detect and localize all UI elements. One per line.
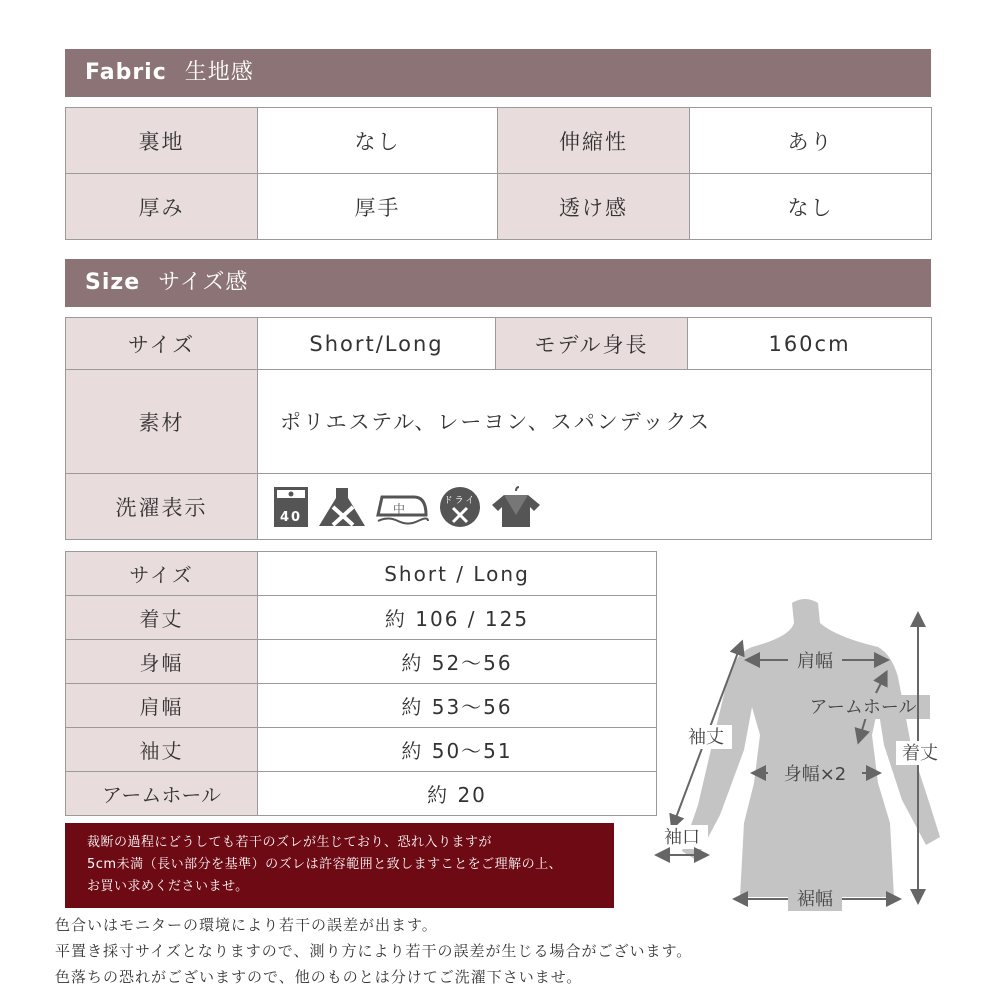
size-title-jp: サイズ感 bbox=[158, 270, 249, 295]
measurement-size-value: Short / Long bbox=[258, 552, 657, 596]
fabric-table bbox=[65, 107, 932, 240]
fabric-section-header bbox=[65, 49, 931, 97]
wash-icons-cell bbox=[258, 474, 932, 540]
cuff-diagram-label: 袖口 bbox=[664, 827, 700, 848]
shoulder-width-value: 約 53～56 bbox=[258, 684, 657, 728]
lining-label: 裏地 bbox=[66, 108, 258, 174]
fabric-row bbox=[66, 174, 932, 240]
fabric-row bbox=[66, 108, 932, 174]
wash-label: 洗濯表示 bbox=[66, 474, 258, 540]
armhole-diagram-label: アームホール bbox=[809, 697, 917, 718]
armhole-value: 約 20 bbox=[258, 772, 657, 816]
hem-diagram-label: 裾幅 bbox=[797, 889, 833, 910]
sheer-value: なし bbox=[690, 174, 932, 240]
body-width-value: 約 52～56 bbox=[258, 640, 657, 684]
table-row bbox=[66, 596, 657, 640]
material-label: 素材 bbox=[66, 370, 258, 474]
sheer-label: 透け感 bbox=[498, 174, 690, 240]
table-row bbox=[66, 728, 657, 772]
note-line: 色落ちの恐れがございますので、他のものとは分けてご洗濯下さいませ。 bbox=[55, 968, 583, 986]
width-diagram-label: 身幅×2 bbox=[783, 764, 847, 785]
note-line: 平置き採寸サイズとなりますので、測り方により若干の誤差が生じる場合がございます。 bbox=[55, 942, 693, 960]
lining-value: なし bbox=[258, 108, 498, 174]
fabric-title-jp: 生地感 bbox=[184, 60, 254, 85]
garment-diagram bbox=[640, 585, 980, 915]
shoulder-width-label: 肩幅 bbox=[66, 684, 258, 728]
dry-text: ドライ bbox=[443, 495, 477, 506]
table-row bbox=[66, 640, 657, 684]
thickness-value: 厚手 bbox=[258, 174, 498, 240]
size-info-table bbox=[65, 317, 932, 540]
stretch-label: 伸縮性 bbox=[498, 108, 690, 174]
size-title-en: Size bbox=[85, 270, 141, 295]
notice-line: 裁断の過程にどうしても若干のズレが生じており、恐れ入りますが bbox=[87, 835, 493, 850]
length-value: 約 106 / 125 bbox=[258, 596, 657, 640]
material-value: ポリエステル、レーヨン、スパンデックス bbox=[258, 370, 932, 474]
table-row bbox=[66, 772, 657, 816]
table-row bbox=[66, 684, 657, 728]
iron-medium-icon bbox=[374, 485, 430, 529]
wash-40-icon bbox=[272, 485, 310, 529]
measurement-header-row bbox=[66, 552, 657, 596]
measurement-table bbox=[65, 551, 657, 816]
wash-temp-text: 40 bbox=[279, 509, 303, 525]
wash-row bbox=[66, 474, 932, 540]
sleeve-length-value: 約 50～51 bbox=[258, 728, 657, 772]
length-label: 着丈 bbox=[66, 596, 258, 640]
footer-notes bbox=[55, 912, 955, 990]
length-diagram-label: 着丈 bbox=[902, 743, 938, 764]
note-line: 色合いはモニターの環境により若干の誤差が出ます。 bbox=[55, 916, 438, 934]
armhole-label: アームホール bbox=[66, 772, 258, 816]
notice-line: 5cm未満（長い部分を基準）のズレは許容範囲と致しますことをご理解の上、 bbox=[87, 857, 563, 872]
model-height-label: モデル身長 bbox=[496, 318, 688, 370]
size-section-header bbox=[65, 259, 931, 307]
no-bleach-icon bbox=[316, 485, 368, 529]
size-info-row bbox=[66, 318, 932, 370]
sleeve-length-label: 袖丈 bbox=[66, 728, 258, 772]
stretch-value: あり bbox=[690, 108, 932, 174]
notice-box bbox=[65, 823, 614, 908]
size-value: Short/Long bbox=[258, 318, 496, 370]
body-width-label: 身幅 bbox=[66, 640, 258, 684]
model-height-value: 160cm bbox=[688, 318, 932, 370]
size-label: サイズ bbox=[66, 318, 258, 370]
sleeve-diagram-label: 袖丈 bbox=[688, 727, 724, 748]
garment-silhouette bbox=[640, 585, 980, 915]
fabric-title-en: Fabric bbox=[85, 60, 167, 85]
notice-line: お買い求めくださいませ。 bbox=[87, 879, 249, 894]
hang-dry-icon bbox=[490, 485, 542, 529]
iron-level-text: 中 bbox=[392, 501, 408, 516]
measurement-size-label: サイズ bbox=[66, 552, 258, 596]
no-dry-clean-icon bbox=[436, 485, 484, 529]
shoulder-label: 肩幅 bbox=[797, 651, 833, 672]
material-row bbox=[66, 370, 932, 474]
thickness-label: 厚み bbox=[66, 174, 258, 240]
